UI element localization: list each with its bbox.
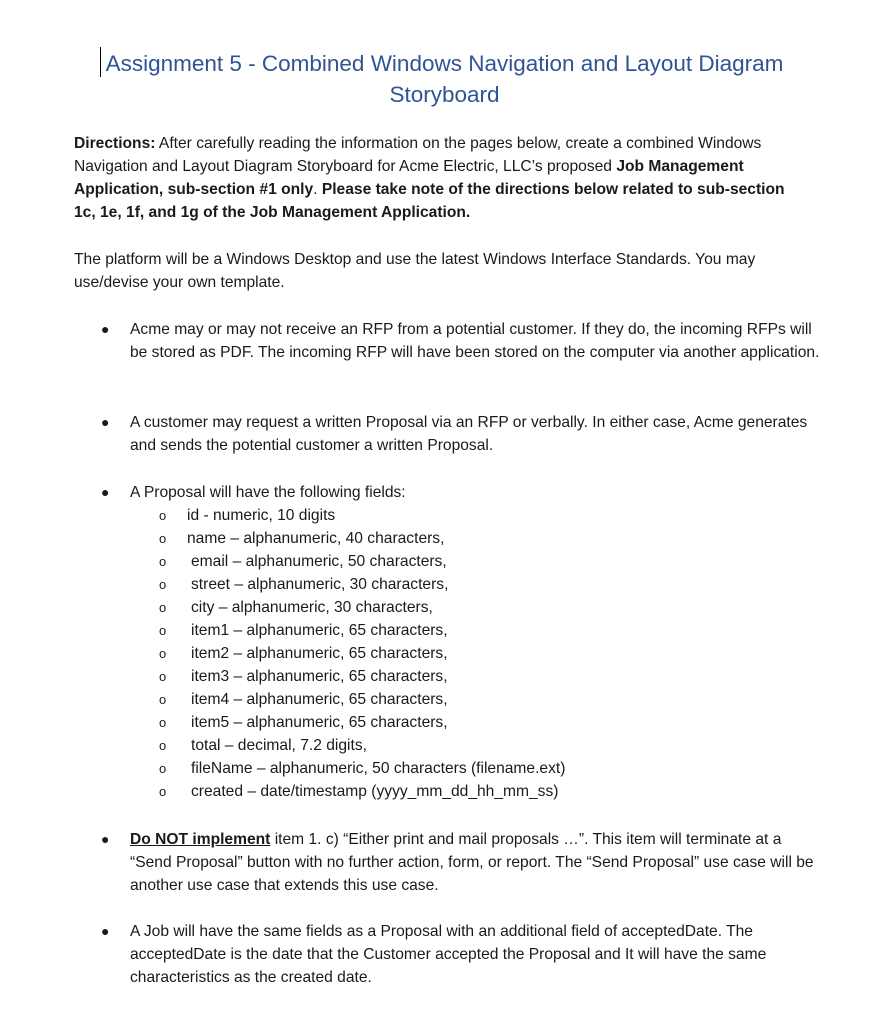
- sub-bullet-icon: o: [159, 692, 167, 707]
- directions-text-2: .: [313, 181, 322, 198]
- list-item: item3 – alphanumeric, 65 characters,: [191, 668, 448, 685]
- list-item: item5 – alphanumeric, 65 characters,: [191, 714, 448, 731]
- sub-bullet-icon: o: [159, 646, 167, 661]
- bullet-icon: ●: [101, 831, 110, 847]
- list-item: item1 – alphanumeric, 65 characters,: [191, 622, 448, 639]
- list-item: city – alphanumeric, 30 characters,: [191, 599, 433, 616]
- bullet-proposal-request: A customer may request a written Proposal via an RFP or verbally. In either case, Acme generates and sends the potential customer a written Proposal.: [130, 414, 808, 454]
- sub-bullet-icon: o: [159, 600, 167, 615]
- bullet-icon: ●: [101, 484, 110, 500]
- list-item: name – alphanumeric, 40 characters,: [187, 530, 445, 547]
- sub-bullet-icon: o: [159, 623, 167, 638]
- sub-bullet-icon: o: [159, 531, 167, 546]
- bullet-job-fields: A Job will have the same fields as a Proposal with an additional field of acceptedDate. The acceptedDate is the date that the Customer accepted the Proposal and It will have the same characteristics as the created date.: [130, 923, 767, 986]
- list-item: item4 – alphanumeric, 65 characters,: [191, 691, 448, 708]
- directions-paragraph: [74, 132, 809, 224]
- list-item: created – date/timestamp (yyyy_mm_dd_hh_mm_ss): [191, 783, 559, 800]
- sub-bullet-icon: o: [159, 577, 167, 592]
- document-title: [0, 48, 889, 110]
- sub-bullet-icon: o: [159, 669, 167, 684]
- sub-bullet-icon: o: [159, 508, 167, 523]
- bullet-rfp: Acme may or may not receive an RFP from a potential customer. If they do, the incoming RFPs will be stored as PDF. The incoming RFP will have been stored on the computer via another application.: [130, 321, 820, 361]
- directions-label: Directions:: [74, 135, 156, 152]
- list-item: street – alphanumeric, 30 characters,: [191, 576, 449, 593]
- directions-text-1: After carefully reading the information on the pages below, create a combined Windows Navigation and Layout Diagram Storyboard for Acme Electric, LLC’s proposed: [74, 135, 762, 175]
- do-not-implement-text: item 1. c) “Either print and mail proposals …”. This item will terminate at a “Send Proposal” button with no further action, form, or report. The “Send Proposal” use case will be another use case that extends this use case.: [130, 831, 814, 894]
- sub-bullet-icon: o: [159, 784, 167, 799]
- title-line-1: Assignment 5 - Combined Windows Navigation and Layout Diagram: [105, 51, 784, 76]
- list-item: email – alphanumeric, 50 characters,: [191, 553, 447, 570]
- platform-paragraph: The platform will be a Windows Desktop and use the latest Windows Interface Standards. You may use/devise your own template.: [74, 251, 756, 291]
- bullet-do-not-implement: [130, 828, 820, 897]
- list-item: id - numeric, 10 digits: [187, 507, 336, 524]
- directions-bold-1: Job Management Application, sub-section #1 only: [74, 158, 744, 198]
- sub-bullet-icon: o: [159, 715, 167, 730]
- list-item: fileName – alphanumeric, 50 characters (filename.ext): [191, 760, 566, 777]
- title-line-2: Storyboard: [389, 82, 500, 107]
- do-not-implement-label: Do NOT implement: [130, 831, 271, 848]
- list-item: total – decimal, 7.2 digits,: [191, 737, 367, 754]
- bullet-icon: ●: [101, 414, 110, 430]
- bullet-icon: ●: [101, 321, 110, 337]
- list-item: item2 – alphanumeric, 65 characters,: [191, 645, 448, 662]
- bullet-icon: ●: [101, 923, 110, 939]
- sub-bullet-icon: o: [159, 761, 167, 776]
- sub-bullet-icon: o: [159, 554, 167, 569]
- directions-bold-2: Please take note of the directions below related to sub-section 1c, 1e, 1f, and 1g of the Job Management Application.: [74, 181, 785, 221]
- bullet-proposal-fields: A Proposal will have the following fields:: [130, 484, 406, 501]
- sub-bullet-icon: o: [159, 738, 167, 753]
